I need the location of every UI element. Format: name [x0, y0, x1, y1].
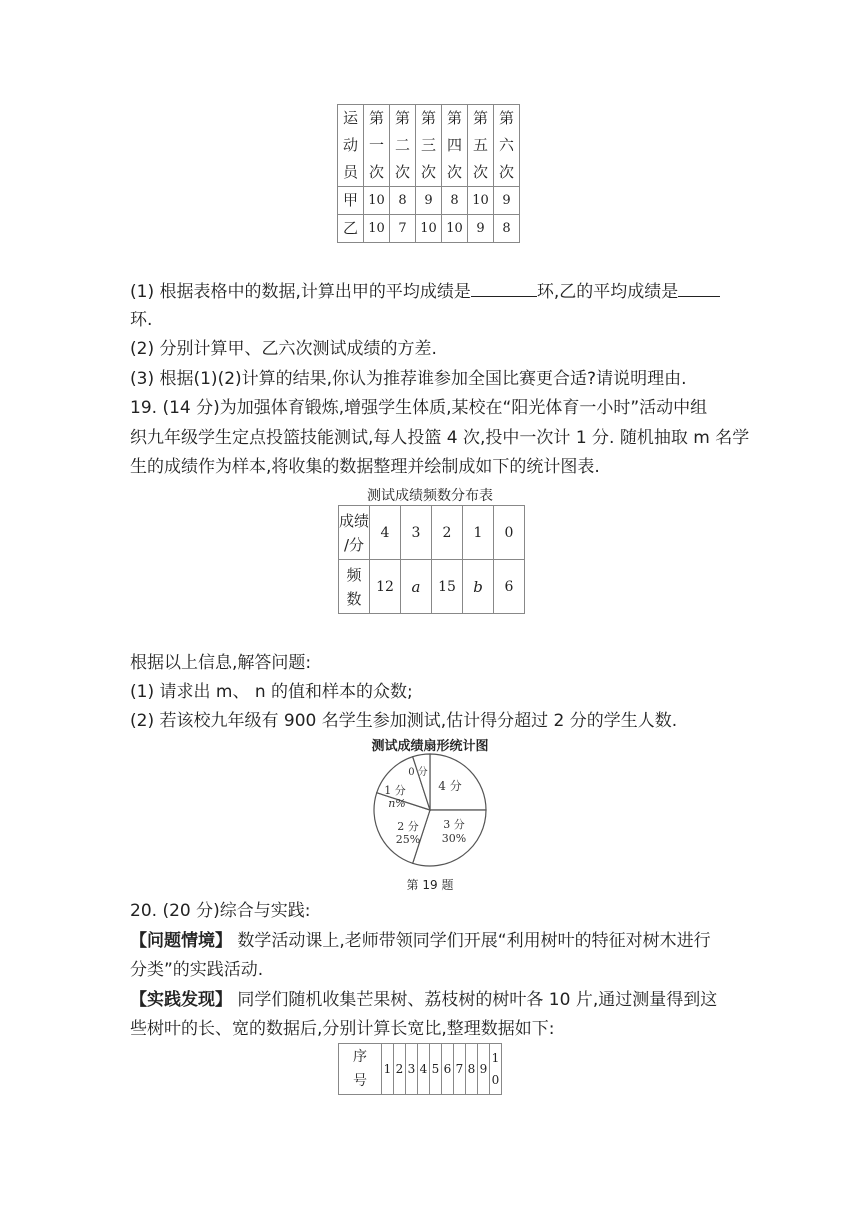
answer-blank[interactable] — [471, 278, 537, 297]
table-cell: 8 — [442, 187, 468, 215]
answer-blank[interactable] — [678, 278, 720, 297]
table-cell: 1 — [382, 1044, 394, 1095]
table-cell: 10 — [364, 215, 390, 243]
table-cell: 第 六 次 — [494, 105, 520, 187]
q18-part1-cont: 环. — [130, 310, 153, 330]
q19-sub2: (2) 若该校九年级有 900 名学生参加测试,估计得分超过 2 分的学生人数. — [130, 711, 678, 731]
table-row — [339, 1044, 502, 1095]
q18-part3: (3) 根据(1)(2)计算的结果,你认为推荐谁参加全国比赛更合适?请说明理由. — [130, 369, 687, 389]
table-cell: 1 0 — [490, 1044, 502, 1095]
table-cell: 7 — [390, 215, 416, 243]
slice-label-0: 0 分 — [408, 767, 428, 778]
slice-label-2: 2 分 — [397, 820, 419, 833]
table-cell: 9 — [468, 215, 494, 243]
slice-label-1: 1 分 — [384, 784, 406, 797]
table-cell: 8 — [466, 1044, 478, 1095]
q18-part2: (2) 分别计算甲、乙六次测试成绩的方差. — [130, 339, 437, 359]
q20-line1: 20. (20 分)综合与实践: — [130, 901, 311, 921]
table-cell: 15 — [432, 560, 463, 614]
table-cell: 第 三 次 — [416, 105, 442, 187]
slice-value-2: 25% — [395, 833, 421, 846]
table-row — [339, 506, 525, 560]
table-cell: b — [463, 560, 494, 614]
table-cell: 第 二 次 — [390, 105, 416, 187]
table-cell: 9 — [478, 1044, 490, 1095]
chart-title: 测试成绩扇形统计图 — [371, 739, 489, 754]
frequency-table — [338, 505, 525, 614]
table-header-row — [338, 105, 520, 187]
slice-value-3: 30% — [441, 832, 467, 845]
table-cell: 5 — [430, 1044, 442, 1095]
table-cell: 甲 — [338, 187, 364, 215]
table-cell: 3 — [401, 506, 432, 560]
q19-sub1: (1) 请求出 m、 n 的值和样本的众数; — [130, 682, 413, 702]
table-cell: 9 — [494, 187, 520, 215]
q20-line2: 【问题情境】 数学活动课上,老师带领同学们开展“利用树叶的特征对树木进行 — [130, 931, 711, 951]
table-cell: 8 — [494, 215, 520, 243]
q20-line3: 分类”的实践活动. — [130, 960, 264, 980]
q19-intro: 根据以上信息,解答问题: — [130, 653, 312, 673]
q20-line5: 些树叶的长、宽的数据后,分别计算长宽比,整理数据如下: — [130, 1019, 555, 1039]
slice-label-3: 3 分 — [443, 818, 465, 831]
table-cell: 1 — [463, 506, 494, 560]
score-table-athletes — [337, 104, 520, 243]
table-cell: 9 — [416, 187, 442, 215]
table-cell: 2 — [432, 506, 463, 560]
pie-slices — [374, 754, 486, 866]
table-cell: 8 — [390, 187, 416, 215]
table-cell: 运 动 员 — [338, 105, 364, 187]
table-cell: 3 — [406, 1044, 418, 1095]
table-cell: 第 四 次 — [442, 105, 468, 187]
table-cell: 成绩 /分 — [339, 506, 370, 560]
table-cell: 第 一 次 — [364, 105, 390, 187]
table-cell: 乙 — [338, 215, 364, 243]
table-cell: 2 — [394, 1044, 406, 1095]
pie-chart — [370, 750, 490, 870]
table-cell: 6 — [442, 1044, 454, 1095]
table-cell: 10 — [442, 215, 468, 243]
table-cell: a — [401, 560, 432, 614]
q19-line3: 生的成绩作为样本,将收集的数据整理并绘制成如下的统计图表. — [130, 457, 600, 477]
table-row — [338, 215, 520, 243]
table-cell: 4 — [370, 506, 401, 560]
table-cell: 第 五 次 — [468, 105, 494, 187]
leaf-table — [338, 1043, 502, 1095]
table-cell: 12 — [370, 560, 401, 614]
table-cell: 6 — [494, 560, 525, 614]
figure-caption: 第 19 题 — [406, 878, 454, 892]
slice-label-4: 4 分 — [438, 779, 462, 793]
q19-line1: 19. (14 分)为加强体育锻炼,增强学生体质,某校在“阳光体育一小时”活动中组 — [130, 398, 708, 418]
q20-line4: 【实践发现】 同学们随机收集芒果树、荔枝树的树叶各 10 片,通过测量得到这 — [130, 990, 718, 1010]
q19-line2: 织九年级学生定点投篮技能测试,每人投篮 4 次,投中一次计 1 分. 随机抽取 m 名学 — [130, 428, 750, 448]
table-cell: 序 号 — [339, 1044, 382, 1095]
table-cell: 10 — [364, 187, 390, 215]
slice-value-1: n% — [388, 797, 406, 810]
table-cell: 频 数 — [339, 560, 370, 614]
table-row — [339, 560, 525, 614]
table-cell: 10 — [416, 215, 442, 243]
table-cell: 4 — [418, 1044, 430, 1095]
table-row — [338, 187, 520, 215]
table-cell: 10 — [468, 187, 494, 215]
table-cell: 7 — [454, 1044, 466, 1095]
q18-part1: (1) 根据表格中的数据,计算出甲的平均成绩是 环,乙的平均成绩是 — [130, 278, 735, 305]
freq-table-title: 测试成绩频数分布表 — [367, 488, 493, 504]
table-cell: 0 — [494, 506, 525, 560]
